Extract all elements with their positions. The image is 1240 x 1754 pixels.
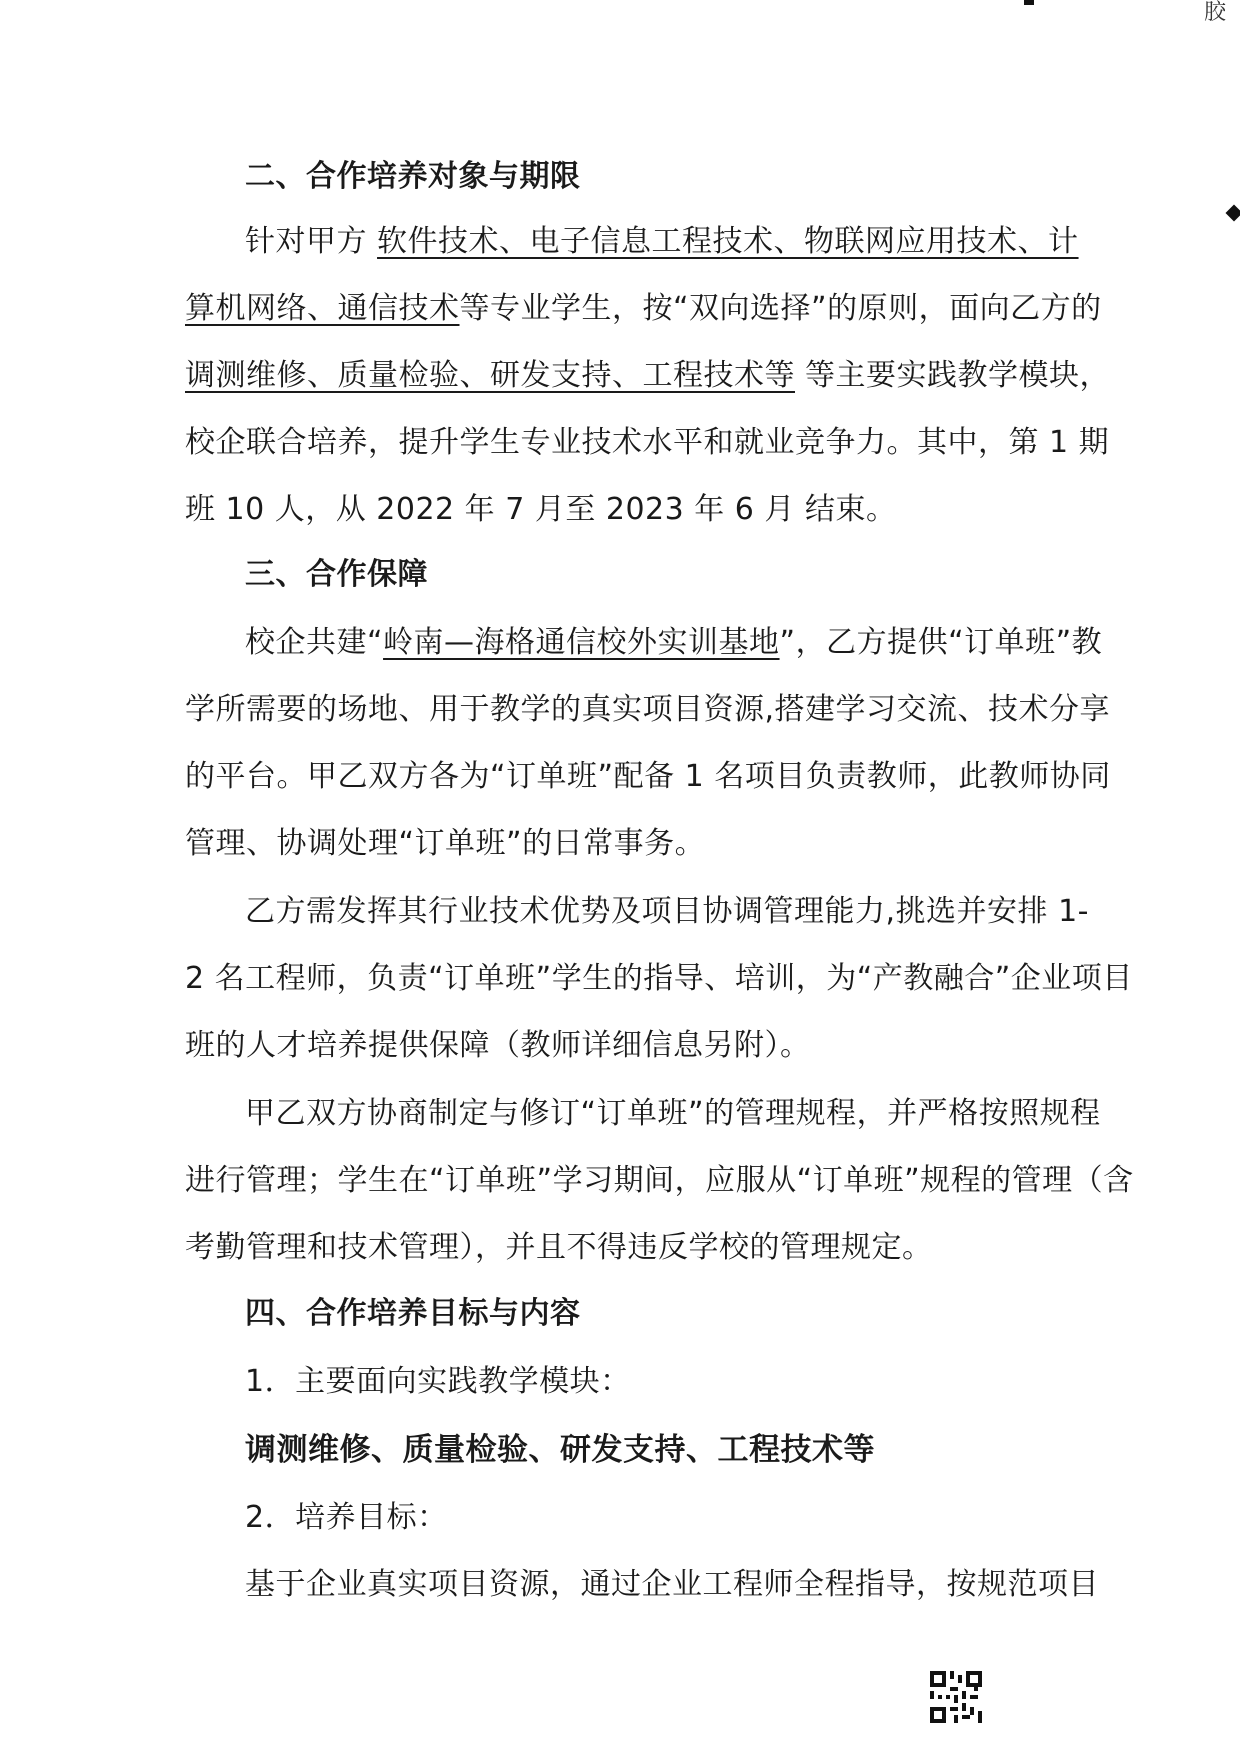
- sec3-line-5: 乙方需发挥其行业技术优势及项目协调管理能力,挑选并安排 1-: [245, 894, 1089, 929]
- sec3-line-4: 管理、协调处理“订单班”的日常事务。: [185, 826, 706, 861]
- sec2-line-2-b: 等专业学生，按“双向选择”的原则，面向乙方的: [459, 291, 1102, 326]
- sec3-base-name: 岭南—海格通信校外实训基地: [383, 625, 780, 660]
- scan-mark-right: [1226, 205, 1240, 222]
- sec4-item-1-body: 调测维修、质量检验、研发支持、工程技术等: [245, 1432, 875, 1468]
- sec2-line-1-a: 针对甲方: [245, 224, 378, 259]
- sec3-line-1: [245, 621, 1102, 665]
- sec4-item-2: 2．培养目标：: [245, 1500, 448, 1535]
- sec2-line-1: [245, 220, 1079, 264]
- section-4-title: 四、合作培养目标与内容: [245, 1296, 581, 1331]
- sec3-line-2: 学所需要的场地、用于教学的真实项目资源,搭建学习交流、技术分享: [185, 692, 1111, 727]
- sec3-line-8: 甲乙双方协商制定与修订“订单班”的管理规程，并严格按照规程: [245, 1096, 1101, 1131]
- sec3-line-3: 的平台。甲乙双方各为“订单班”配备 1 名项目负责教师，此教师协同: [185, 759, 1111, 794]
- sec2-line-3: [185, 354, 1110, 398]
- sec2-majors-part1: 软件技术、电子信息工程技术、物联网应用技术、计: [377, 224, 1079, 259]
- sec3-line-9: 进行管理；学生在“订单班”学习期间，应服从“订单班”规程的管理（含: [185, 1163, 1134, 1198]
- section-3-title: 三、合作保障: [245, 557, 428, 592]
- sec2-majors-part2: 算机网络、通信技术: [185, 291, 460, 326]
- scan-mark-top: [1024, 0, 1034, 5]
- sec3-line-6: 2 名工程师，负责“订单班”学生的指导、培训，为“产教融合”企业项目: [185, 961, 1133, 996]
- sec4-item-1: 1．主要面向实践教学模块：: [245, 1364, 631, 1399]
- corner-text: 胶: [1204, 0, 1227, 25]
- sec3-line-10: 考勤管理和技术管理），并且不得违反学校的管理规定。: [185, 1230, 933, 1265]
- section-2-title: 二、合作培养对象与期限: [245, 159, 581, 194]
- sec2-line-5: 班 10 人，从 2022 年 7 月至 2023 年 6 月 结束。: [185, 492, 897, 527]
- sec4-item-2-body: 基于企业真实项目资源，通过企业工程师全程指导，按规范项目: [245, 1567, 1099, 1602]
- qr-code-icon: [930, 1671, 982, 1723]
- sec2-modules: 调测维修、质量检验、研发支持、工程技术等: [185, 358, 795, 393]
- sec3-line-1-c: ”，乙方提供“订单班”教: [779, 625, 1103, 660]
- sec2-line-2: [185, 287, 1102, 331]
- sec2-line-3-b: 等主要实践教学模块，: [795, 358, 1111, 393]
- sec3-line-7: 班的人才培养提供保障（教师详细信息另附）。: [185, 1028, 811, 1063]
- sec3-line-1-a: 校企共建“: [245, 625, 384, 660]
- sec2-line-4: 校企联合培养，提升学生专业技术水平和就业竞争力。其中，第 1 期: [185, 425, 1110, 460]
